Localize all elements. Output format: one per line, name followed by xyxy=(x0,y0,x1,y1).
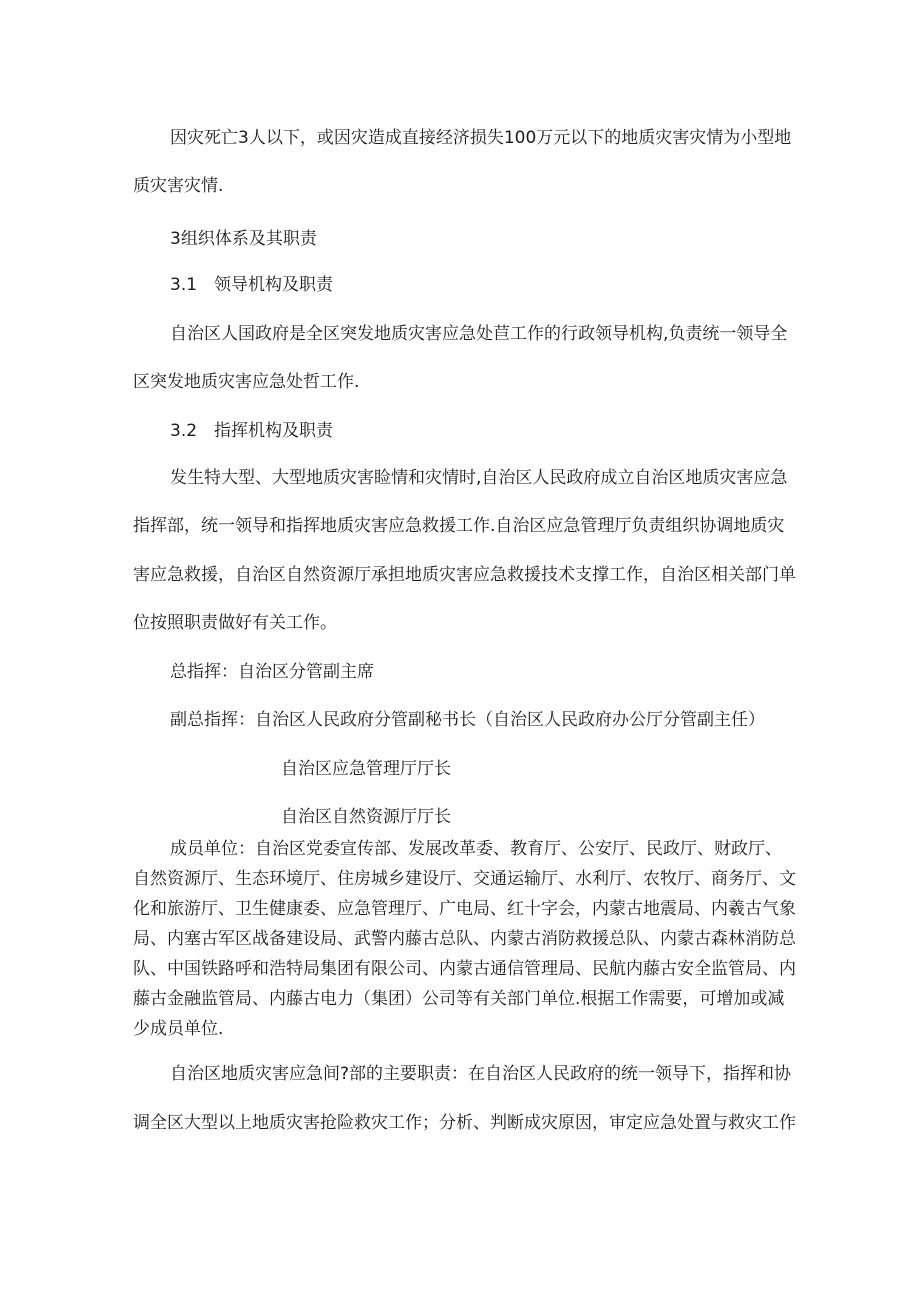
text-line: 局、内塞古军区战备建设局、武警内藤古总队、内蒙古消防救援总队、内蒙古森林消防总 xyxy=(133,929,796,949)
text-line: 自治区自然资源厅厅长 xyxy=(281,807,451,827)
text-line: 害应急救援，自治区自然资源厅承担地质灾害应急救援技术支撑工作，自治区相关部门单 xyxy=(133,565,796,585)
text-line: 调全区大型以上地质灾害抢险救灾工作；分析、判断成灾原因，审定应急处置与救灾工作 xyxy=(133,1113,796,1133)
text-line: 质灾害灾情. xyxy=(133,176,224,196)
text-line: 成员单位：自治区党委宣传部、发展改革委、教育厅、公安厅、民政厅、财政厅、 xyxy=(170,839,782,859)
text-line: 副总指挥：自治区人民政府分管副秘书长（自治区人民政府办公厅分管副主任） xyxy=(170,710,765,730)
text-line: 队、中国铁路呼和浩特局集团有限公司、内蒙古通信管理局、民航内藤古安全监管局、内 xyxy=(133,959,796,979)
chief-commander: 总指挥：自治区分管副主席 xyxy=(170,662,374,682)
text-line: 指挥部，统一领导和指挥地质灾害应急救援工作.自治区应急管理厅负责组织协调地质灾 xyxy=(133,516,785,536)
section-heading-3: 3组织体系及其职责 xyxy=(170,229,317,249)
section-heading-3-1 xyxy=(170,273,333,297)
text-line: 发生特大型、大型地质灾害睑情和灾情时,自治区人民政府成立自治区地质灾害应急 xyxy=(170,468,788,488)
section-number: 3.2 xyxy=(170,421,198,441)
text-line: 自治区应急管理厅厅长 xyxy=(281,759,451,779)
section-title: 指挥机构及职责 xyxy=(214,421,333,441)
text-line: 藤古金融监管局、内藤古电力（集团）公司等有关部门单位.根据工作需要，可增加或减 xyxy=(133,989,785,1009)
section-title: 领导机构及职责 xyxy=(214,275,333,295)
text-line: 区突发地质灾害应急处哲工作. xyxy=(133,372,360,392)
text-line: 因灾死亡3人以下，或因灾造成直接经济损失100万元以下的地质灾害灾情为小型地 xyxy=(170,128,792,148)
section-number: 3.1 xyxy=(170,275,198,295)
text-line: 自然资源厅、生态环境厅、住房城乡建设厅、交通运输厅、水利厅、农牧厅、商务厅、文 xyxy=(133,869,796,889)
text-line: 自治区地质灾害应急间?部的主要职责：在自治区人民政府的统一领导下，指挥和协 xyxy=(170,1064,792,1084)
section-heading-3-2 xyxy=(170,419,333,443)
text-line: 少成员单位. xyxy=(133,1019,224,1039)
text-line: 自治区人国政府是全区突发地质灾害应急处苣工作的行政领导机构,负责统一领导全 xyxy=(170,324,788,344)
text-line: 位按照职责做好有关工作。 xyxy=(133,613,337,633)
text-line: 化和旅游厅、卫生健康委、应急管理厅、广电局、红十字会，内蒙古地震局、内羲古气象 xyxy=(133,899,796,919)
